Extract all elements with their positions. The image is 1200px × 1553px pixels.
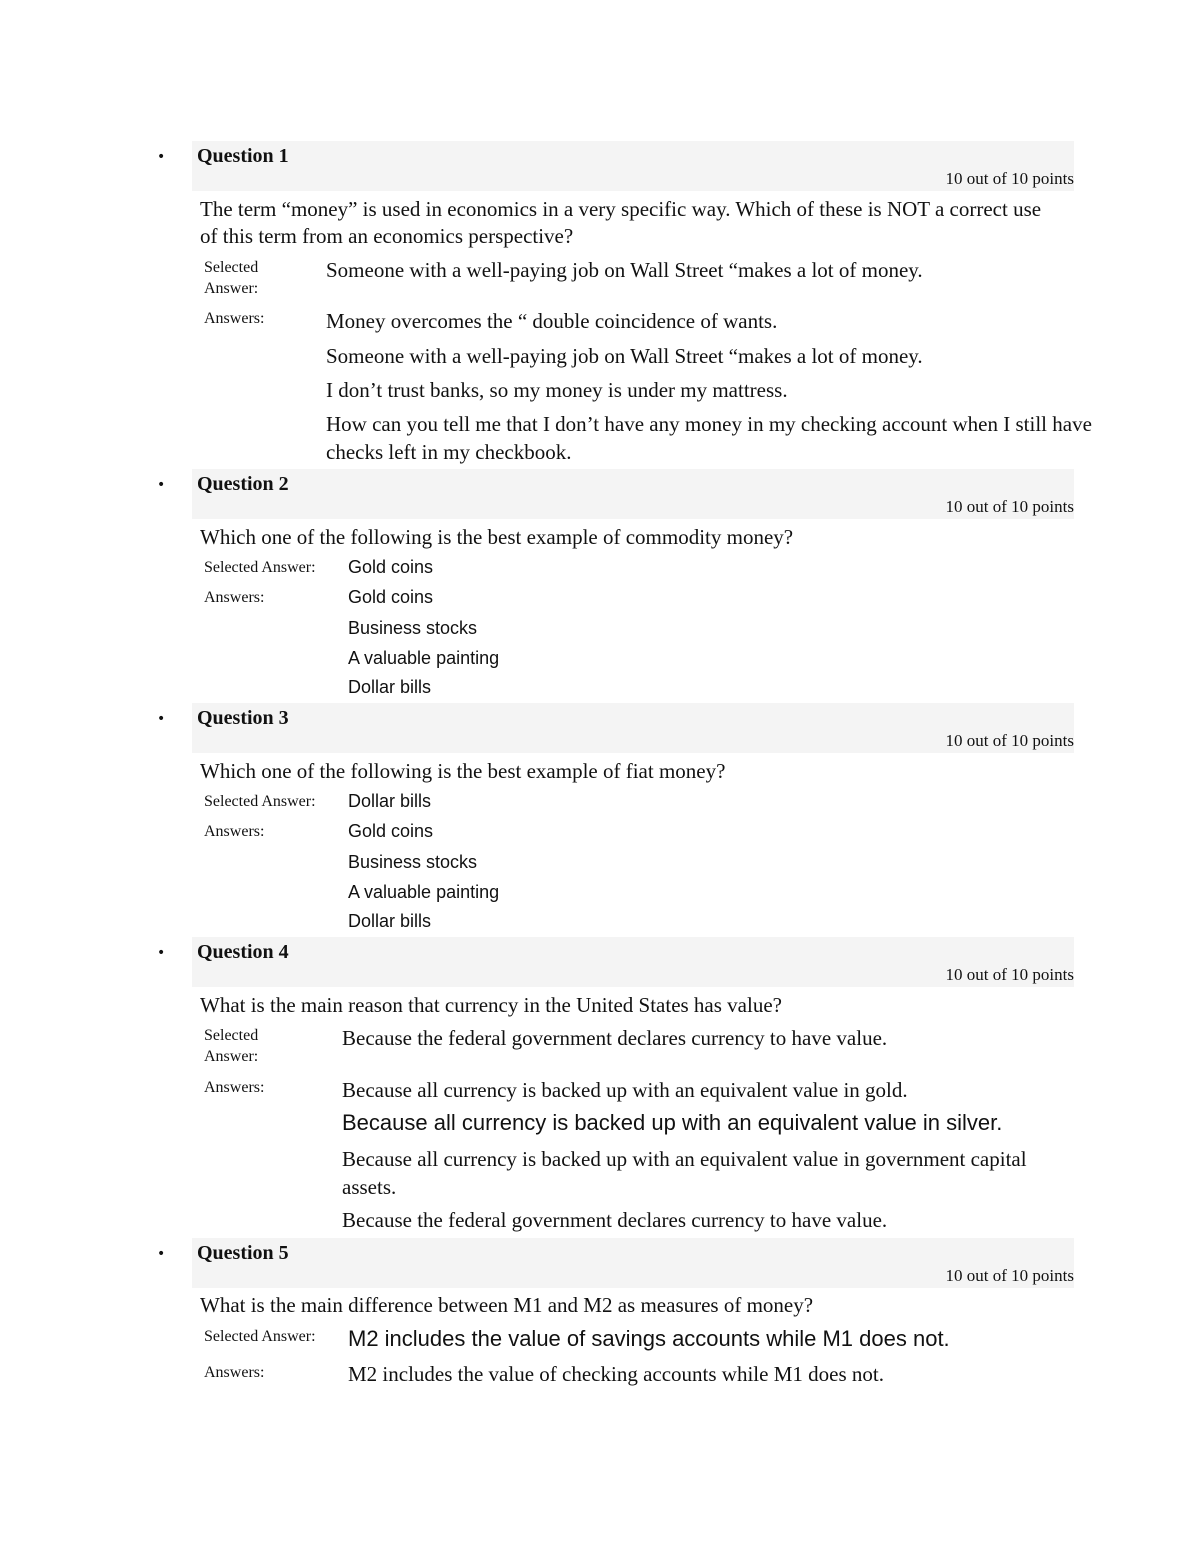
question-title: Question 4 <box>197 941 289 963</box>
question-title: Question 1 <box>197 145 289 167</box>
question-header <box>192 141 1074 191</box>
selected-answer: Someone with a well-paying job on Wall Street “makes a lot of money. <box>326 258 923 282</box>
answer-option: Because the federal government declares currency to have value. <box>342 1208 888 1232</box>
question-header <box>192 703 1074 753</box>
answer-option: M2 includes the value of checking accounts while M1 does not. <box>348 1362 884 1386</box>
question-points: 10 out of 10 points <box>945 965 1074 984</box>
selected-answer-label: Selected Answer: <box>204 1027 259 1065</box>
answer-option: Someone with a well-paying job on Wall Street “makes a lot of money. <box>326 344 923 368</box>
selected-answer-label: Selected Answer: <box>204 1328 316 1345</box>
question-prompt: The term “money” is used in economics in a very specific way. Which of these is NOT a correct use of this term from an economics perspective? <box>200 197 1042 248</box>
bullet-icon: • <box>157 711 166 727</box>
answer-option: Business stocks <box>348 618 478 638</box>
question-header <box>192 937 1074 987</box>
answer-option: Because all currency is backed up with an equivalent value in gold. <box>342 1078 908 1102</box>
question-points: 10 out of 10 points <box>945 497 1074 516</box>
bullet-icon: • <box>157 945 166 961</box>
answer-option: A valuable painting <box>348 882 500 902</box>
question-prompt: What is the main reason that currency in the United States has value? <box>200 993 782 1017</box>
selected-answer-label: Selected Answer: <box>204 259 259 297</box>
selected-answer: Gold coins <box>348 557 434 577</box>
question-points: 10 out of 10 points <box>945 731 1074 750</box>
answer-option: Because all currency is backed up with an equivalent value in government capital assets. <box>342 1147 1027 1199</box>
answer-option: Dollar bills <box>348 677 432 697</box>
question-title: Question 2 <box>197 473 289 495</box>
question-points: 10 out of 10 points <box>945 1266 1074 1285</box>
question-title: Question 5 <box>197 1242 289 1264</box>
answer-option: Because all currency is backed up with an equivalent value in silver. <box>342 1110 1003 1135</box>
answers-label: Answers: <box>204 310 265 327</box>
answer-option: Business stocks <box>348 852 478 872</box>
bullet-icon: • <box>157 149 166 165</box>
selected-answer: M2 includes the value of savings accounts while M1 does not. <box>348 1326 950 1351</box>
question-header <box>192 469 1074 519</box>
bullet-icon: • <box>157 477 166 493</box>
selected-answer-label: Selected Answer: <box>204 793 316 810</box>
answer-option: Gold coins <box>348 821 434 841</box>
answer-option: Dollar bills <box>348 911 432 931</box>
question-title: Question 3 <box>197 707 289 729</box>
answers-label: Answers: <box>204 823 265 840</box>
answer-option: I don’t trust banks, so my money is under my mattress. <box>326 378 788 402</box>
answers-label: Answers: <box>204 589 265 606</box>
answer-option: How can you tell me that I don’t have any money in my checking account when I still have checks left in my checkbook. <box>326 412 1092 464</box>
question-prompt: Which one of the following is the best example of commodity money? <box>200 525 794 549</box>
answers-label: Answers: <box>204 1079 265 1096</box>
answer-option: A valuable painting <box>348 648 500 668</box>
answer-option: Money overcomes the “ double coincidence of wants. <box>326 309 778 333</box>
answers-label: Answers: <box>204 1364 265 1381</box>
question-header <box>192 1238 1074 1288</box>
question-points: 10 out of 10 points <box>945 169 1074 188</box>
question-prompt: Which one of the following is the best example of fiat money? <box>200 759 726 783</box>
selected-answer: Because the federal government declares currency to have value. <box>342 1026 888 1050</box>
selected-answer: Dollar bills <box>348 791 432 811</box>
answer-option: Gold coins <box>348 587 434 607</box>
selected-answer-label: Selected Answer: <box>204 559 316 576</box>
question-prompt: What is the main difference between M1 and M2 as measures of money? <box>200 1293 814 1317</box>
bullet-icon: • <box>157 1246 166 1262</box>
